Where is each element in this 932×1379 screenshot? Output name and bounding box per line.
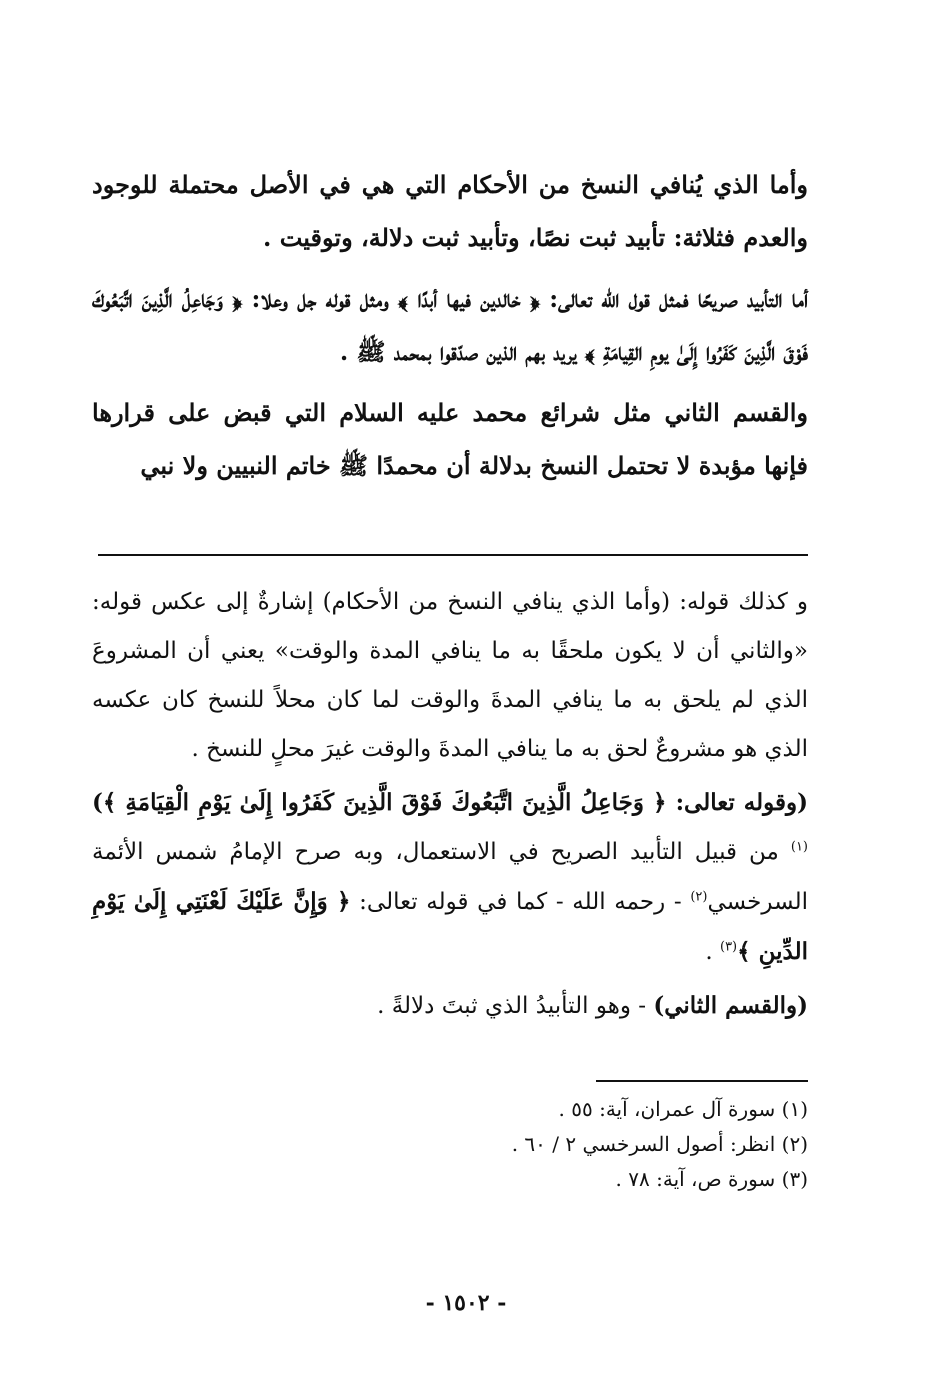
commentary-text-span: . <box>705 939 720 965</box>
page-number: - ١٥٠٢ - <box>425 1290 507 1316</box>
commentary-paragraph: و كذلك قوله: (وأما الذي ينافي النسخ من الأحكام) إشارةٌ إلى عكس قوله: «والثاني أن لا يكون ملحقًا به ما ينافي المدة والوقت» يعني أن المشروعَ الذي لم يلحق به ما ينافي المدةَ والوقت لما كان محلاً للنسخ كان عكسه الذي هو مشروعٌ لحق به ما ينافي المدةَ والوقت غيرَ محلٍ للنسخ . <box>92 589 808 762</box>
commentary-text <box>92 578 808 1035</box>
main-text <box>92 158 808 500</box>
footnotes <box>200 1092 808 1197</box>
commentary-text-span: - رحمه الله - كما في قوله تعالى: <box>350 889 691 915</box>
footnote-ref: (٣) <box>719 939 738 955</box>
footnote-separator <box>596 1080 808 1082</box>
commentary-paragraph <box>92 981 808 1031</box>
main-paragraph: وأما الذي يُنافي النسخ من الأحكام التي هي في الأصل محتملة للوجود والعدم فثلاثة: تأبيد ثبت نصًا، وتأبيد ثبت دلالة، وتوقيت . <box>92 170 809 252</box>
quoted-verse: ﴿ وَإِنَّ عَلَيْكَ لَعْنَتِي إِلَىٰ يَوْمِ الدِّينِ ﴾ <box>92 888 808 965</box>
footnote-item: (٣) سورة ص، آية: ٧٨ . <box>615 1167 808 1191</box>
commentary-paragraph <box>92 778 808 977</box>
main-paragraph: أما التأبيد صريحًا فمثل قول الله تعالى: ﴿ خالدين فيها أبدًا ﴾ ومثل قوله جل وعلا: ﴿ وَجَاعِلُ الَّذِينَ اتَّبَعُوكَ فَوْقَ الَّذِينَ كَفَرُوا إِلَىٰ يومِ القِيامَةِ ﴾ يريد بهم الذين صدّقوا بمحمد ﷺ . <box>92 284 808 366</box>
commentary-text-span: من قبيل التأبيد الصريح في الاستعمال، وبه صرح الإمامُ شمس الأئمة السرخسي <box>92 839 808 915</box>
footnote-ref: (٢) <box>690 889 708 905</box>
quoted-verse: (وقوله تعالى: ﴿ وَجَاعِلُ الَّذِينَ اتَّبَعُوكَ فَوْقَ الَّذِينَ كَفَرُوا إِلَىٰ يَوْمِ الْقِيَامَةِ ﴾) <box>92 789 808 816</box>
footnote-item: (٢) انظر: أصول السرخسي ٢ / ٦٠ . <box>511 1132 808 1156</box>
section-heading: (والقسم الثاني) <box>653 992 808 1019</box>
main-paragraph: والقسم الثاني مثل شرائع محمد عليه السلام التي قبض على قرارها فإنها مؤبدة لا تحتمل النسخ بدلالة أن محمدًا ﷺ خاتم النبيين ولا نبي <box>92 398 808 480</box>
footnote-item: (١) سورة آل عمران، آية: ٥٥ . <box>558 1097 808 1121</box>
commentary-text-span: - وهو التأبيدُ الذي ثبتَ دلالةً . <box>377 993 654 1019</box>
footnote-ref: (١) <box>790 839 808 855</box>
separator-rule <box>98 554 808 556</box>
